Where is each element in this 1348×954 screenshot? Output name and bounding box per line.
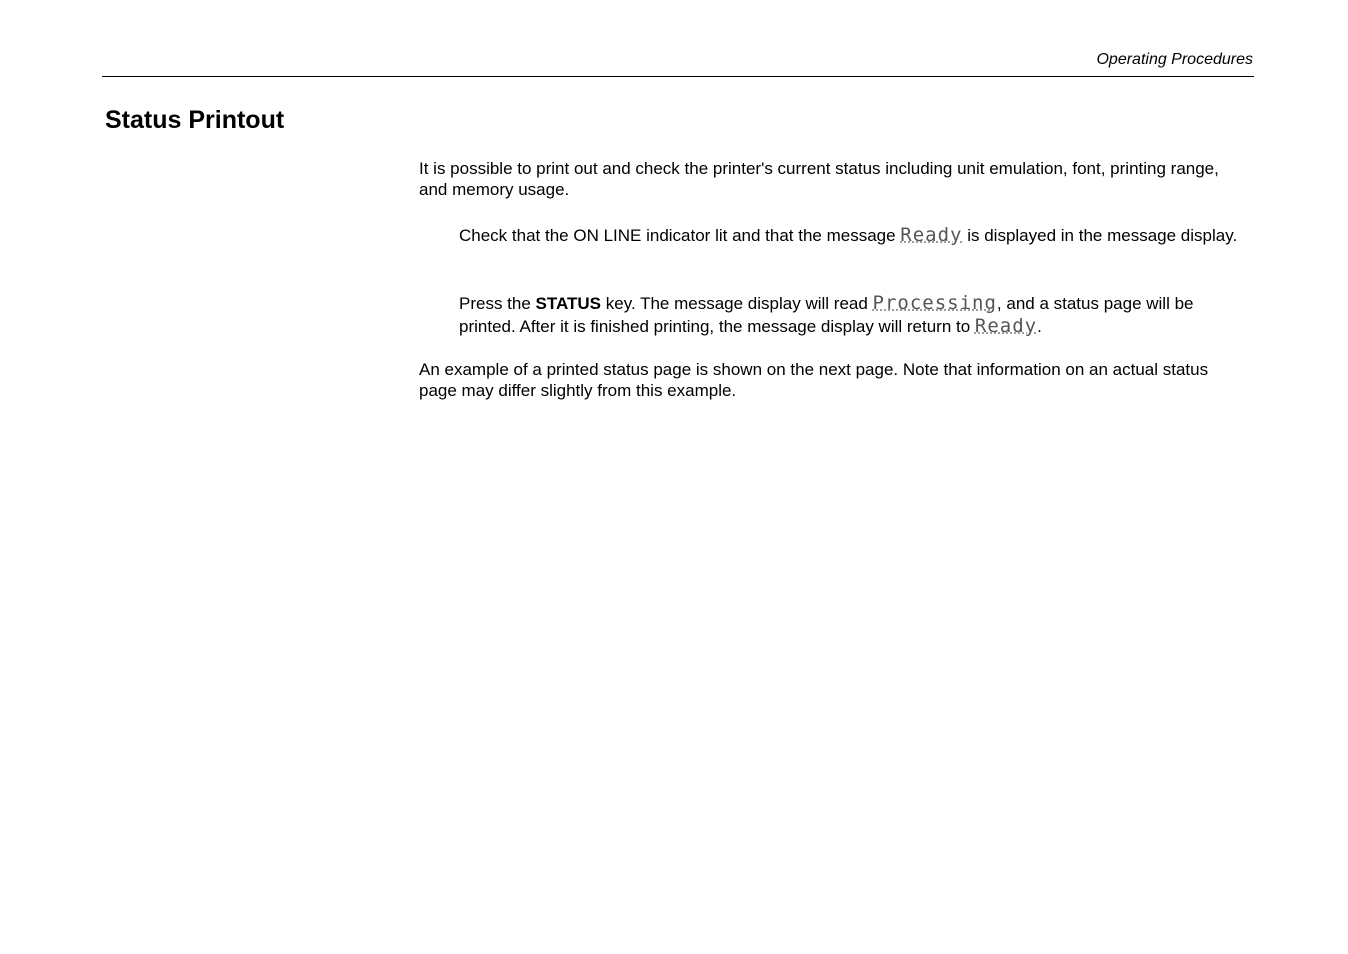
intro-paragraph: It is possible to print out and check the printer's current status including unit emulation, font, printing range, and memory usage. [419, 159, 1219, 199]
step2-text-before: Press the [459, 294, 536, 313]
step2-text-end: . [1037, 317, 1042, 336]
lcd-message-ready: Ready [900, 224, 963, 246]
running-header: Operating Procedures [1096, 51, 1253, 68]
example-note-paragraph: An example of a printed status page is shown on the next page. Note that information on an actual status page may differ slightly from this example. [419, 360, 1209, 400]
header-divider [102, 76, 1254, 77]
step2-text-middle: key. The message display will read [601, 294, 873, 313]
step-check-online [459, 224, 1249, 247]
step-press-status [459, 292, 1249, 338]
status-key-label: STATUS [535, 294, 602, 313]
step2-text-middle2: , and a status page will be printed. After it is finished printing, the message display will return to [459, 294, 1194, 336]
lcd-message-processing: Processing [872, 292, 997, 314]
lcd-message-ready-return: Ready [974, 315, 1038, 337]
step1-text-before: Check that the ON LINE indicator lit and that the message [459, 226, 901, 245]
section-title: Status Printout [105, 106, 285, 134]
step1-text-after: is displayed in the message display. [962, 226, 1238, 245]
